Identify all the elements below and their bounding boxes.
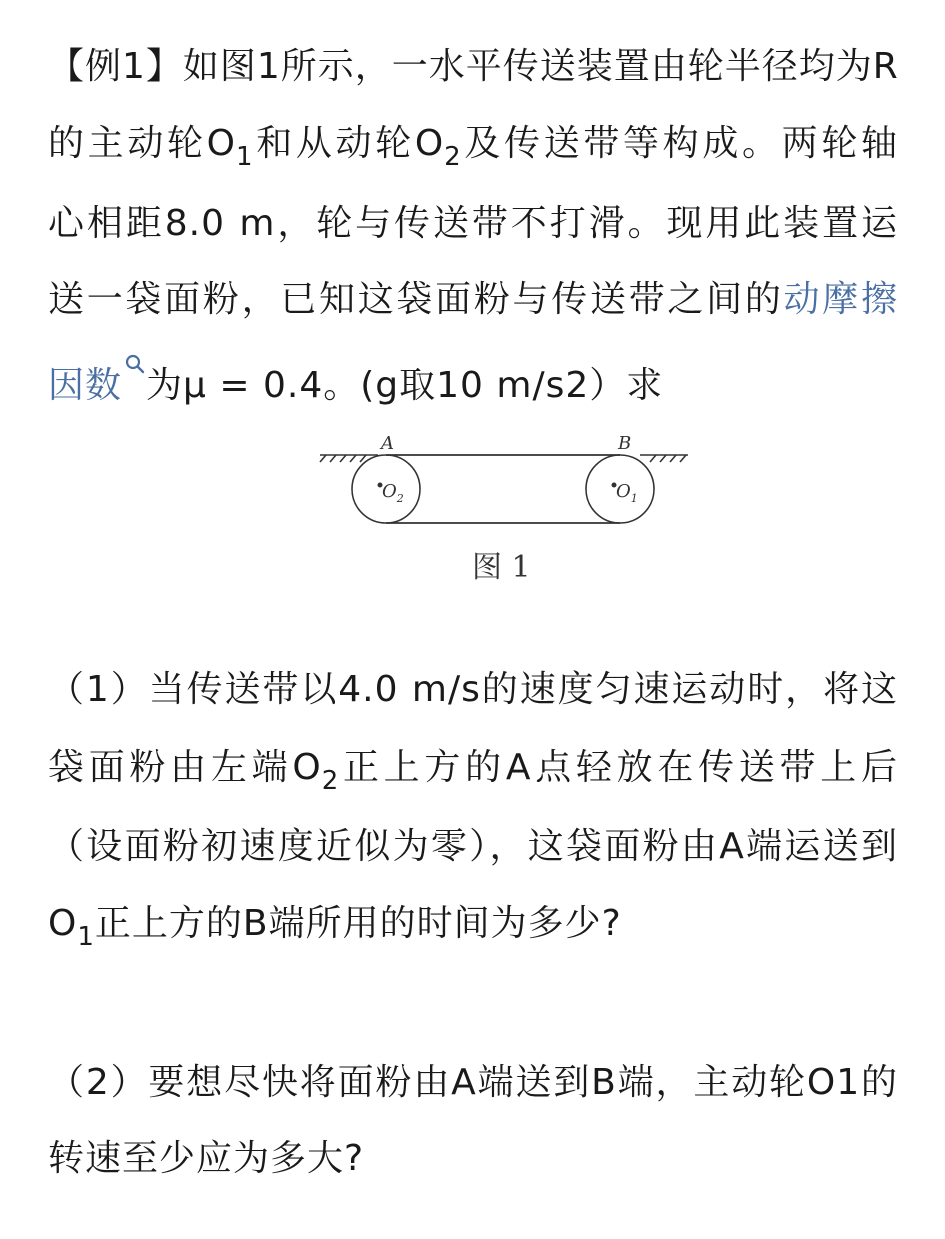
search-icon[interactable] [124, 353, 146, 375]
question-line-3: 心相距8.0 m，轮与传送带不打滑。现用此装置运 [48, 203, 898, 244]
part1-line-2 [48, 744, 898, 805]
subscript: 2 [444, 142, 462, 172]
part2-line-1: （2）要想尽快将面粉由A端送到B端，主动轮O1的 [48, 1062, 898, 1103]
part1-line-1: （1）当传送带以4.0 m/s的速度匀速运动时，将这 [48, 669, 898, 710]
text-segment: 为μ = 0.4。(g取10 m/s2）求 [146, 365, 664, 406]
text-segment: 袋面粉由左端O [48, 747, 322, 788]
part1-line-4 [48, 900, 898, 961]
term-link-continued[interactable]: 因数 [48, 365, 123, 406]
ground-hatch-right [650, 455, 686, 462]
question-line-4 [48, 276, 898, 324]
ground-hatch-left [320, 455, 366, 462]
subscript: 1 [77, 922, 95, 952]
subscript: 2 [321, 766, 340, 796]
text-segment: 和从动轮O [253, 123, 445, 164]
question-line-1: 【例1】如图1所示，一水平传送装置由轮半径均为R [48, 46, 899, 87]
question-line-2 [48, 120, 898, 181]
conveyor-diagram [310, 425, 710, 600]
text-segment: O [48, 903, 78, 944]
figure-caption: 图 1 [472, 550, 531, 585]
part2-line-2: 转速至少应为多大? [48, 1138, 365, 1179]
point-a-label: A [381, 433, 394, 454]
text-segment: 正上方的A点轻放在传送带上后 [339, 747, 898, 788]
text-segment: 及传送带等构成。两轮轴 [461, 123, 898, 164]
subscript: 1 [235, 142, 254, 172]
text-segment: 正上方的B端所用的时间为多少? [94, 903, 622, 944]
question-line-5 [48, 353, 898, 410]
term-link[interactable]: 动摩擦 [783, 279, 898, 320]
text-segment: 的主动轮O [48, 123, 236, 164]
point-b-label: B [618, 433, 632, 454]
text-segment: 送一袋面粉，已知这袋面粉与传送带之间的 [48, 279, 784, 320]
wheel-o1-label: $O_1$ [616, 481, 638, 505]
wheel-o2-label: $O_2$ [382, 481, 404, 505]
part1-line-3: （设面粉初速度近似为零），这袋面粉由A端运送到 [48, 826, 898, 867]
